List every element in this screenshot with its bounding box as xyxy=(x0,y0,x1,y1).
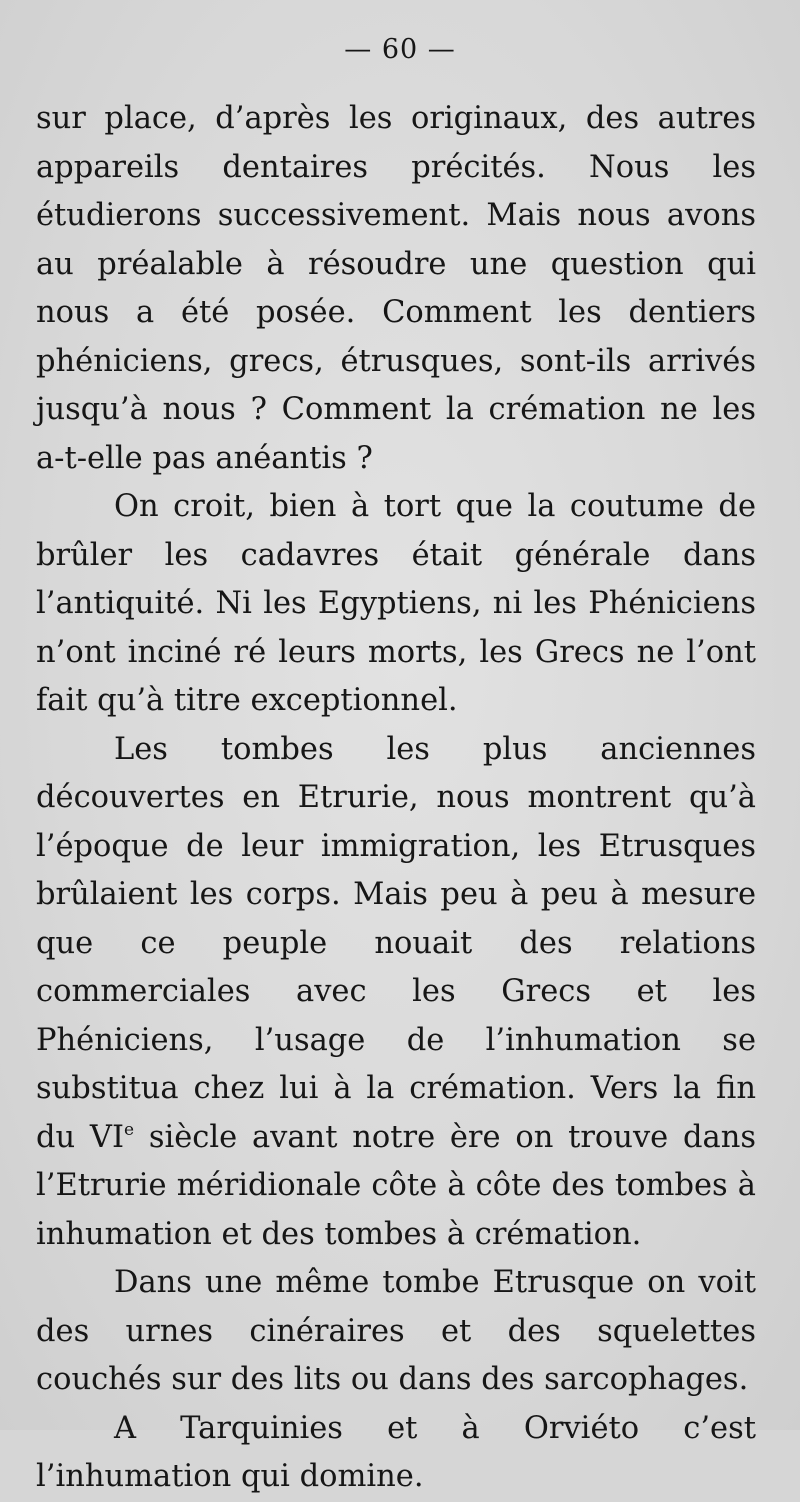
paragraph-3-text-after: siècle avant notre ère on trouve dans l’Etrurie méridionale côte à côte des tombes à inhumation et des tombes à crémation. xyxy=(36,1119,756,1252)
paragraph-2: On croit, bien à tort que la coutume de brûler les cadavres était générale dans l’antiquité. Ni les Egyptiens, ni les Phéniciens n’ont inciné ré leurs morts, les Grecs ne l’ont fait qu’à titre exceptionnel. xyxy=(36,489,756,718)
paragraph-1: sur place, d’après les originaux, des autres appareils dentaires précités. Nous les étudierons successivement. Mais nous avons au préalable à résoudre une question qui nous a été posée. Comment les dentiers phéniciens, grecs, étrusques, sont-ils arrivés jusqu’à nous ? Comment la crémation ne les a-t-elle pas anéantis ? xyxy=(36,101,756,476)
page-number: — 60 — xyxy=(344,34,456,65)
paragraph-3-text-before: Les tombes les plus anciennes découvertes en Etrurie, nous montrent qu’à l’époque de leur immigration, les Etrusques brûlaient les corps. Mais peu à peu à mesure que ce peuple nouait des relations commerciales avec les Grecs et les Phéniciens, l’usage de l’inhumation se substitua chez lui à la crémation. Vers la fin du VI xyxy=(36,731,756,1155)
body-text xyxy=(36,95,756,1502)
paragraph-4: Dans une même tombe Etrusque on voit des urnes cinéraires et des squelettes couchés sur des lits ou dans des sarcophages. xyxy=(36,1265,756,1397)
century-superscript: e xyxy=(124,1119,135,1140)
paragraph-5: A Tarquinies et à Orviéto c’est l’inhumation qui domine. xyxy=(36,1410,756,1494)
paragraph-3 xyxy=(36,726,756,1260)
